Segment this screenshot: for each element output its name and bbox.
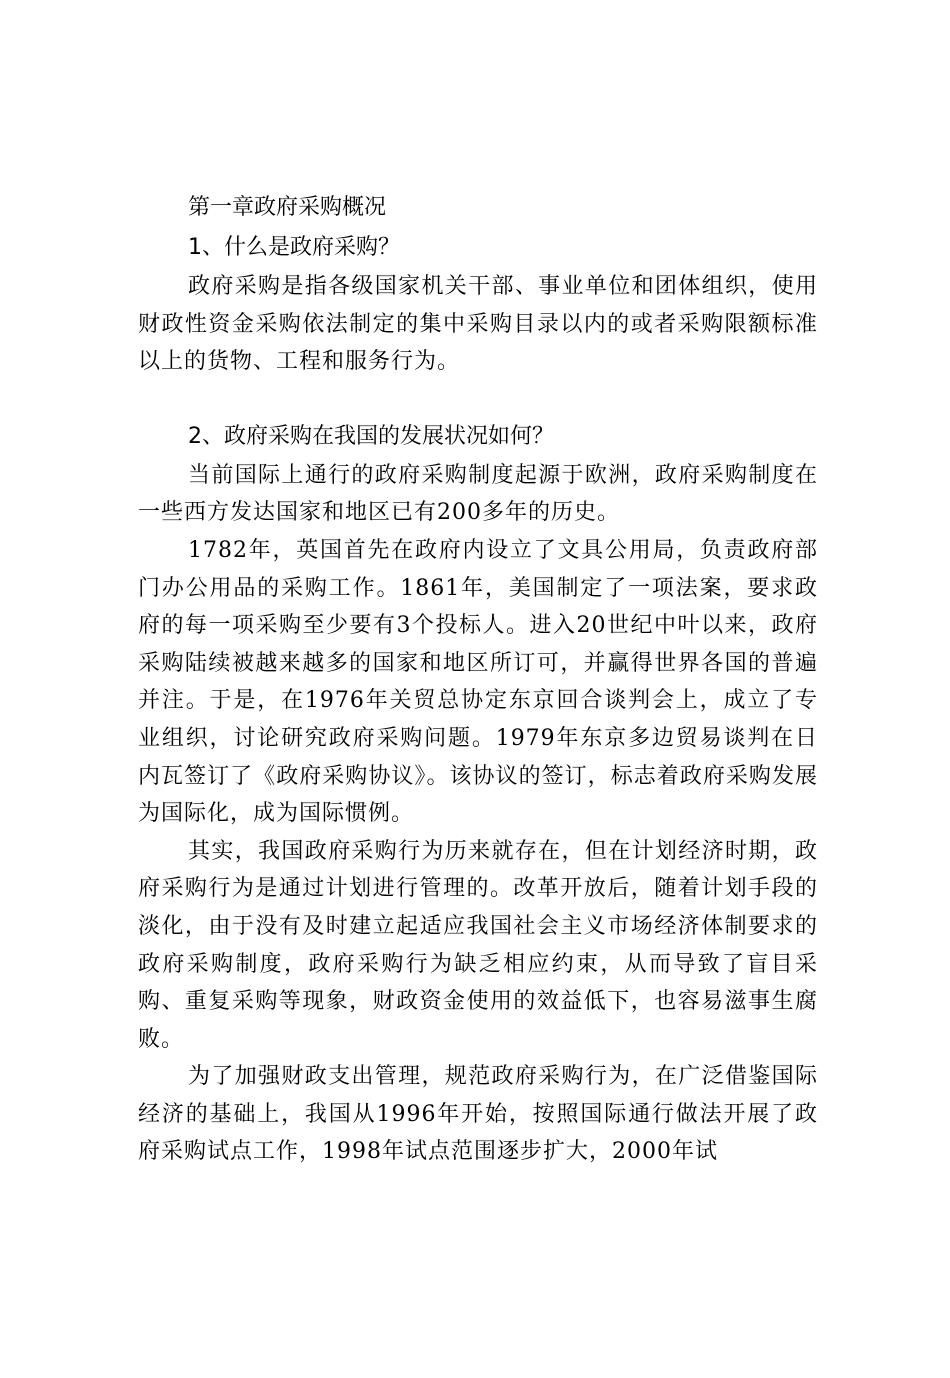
section-spacer xyxy=(138,381,818,417)
document-body xyxy=(138,188,818,1171)
question-2-paragraph-1: 当前国际上通行的政府采购制度起源于欧洲，政府采购制度在一些西方发达国家和地区已有200多年的历史。 xyxy=(138,462,818,526)
question-2-heading: 2、政府采购在我国的发展状况如何？ xyxy=(188,423,554,449)
question-1-heading: 1、什么是政府采购？ xyxy=(188,235,400,260)
question-2-paragraph-3: 其实，我国政府采购行为历来就存在，但在计划经济时期，政府采购行为是通过计划进行管理的。改革开放后，随着计划手段的淡化，由于没有及时建立起适应我国社会主义市场经济体制要求的政府采购制度，政府采购行为缺乏相应约束，从而导致了盲目采购、重复采购等现象，财政资金使用的效益低下，也容易滋事生腐败。 xyxy=(138,838,818,1052)
question-2-paragraph-4: 为了加强财政支出管理，规范政府采购行为，在广泛借鉴国际经济的基础上，我国从1996年开始，按照国际通行做法开展了政府采购试点工作，1998年试点范围逐步扩大，2000年试 xyxy=(138,1064,818,1165)
question-2-paragraph-2: 1782年，英国首先在政府内设立了文具公用局，负责政府部门办公用品的采购工作。1861年，美国制定了一项法案，要求政府的每一项采购至少要有3个投标人。进入20世纪中叶以来，政府采购陆续被越来越多的国家和地区所订可，并赢得世界各国的普遍并注。于是，在1976年关贸总协定东京回合谈判会上，成立了专业组织，讨论研究政府采购问题。1979年东京多边贸易谈判在日内瓦签订了《政府采购协议》。该协议的签订，标志着政府采购发展为国际化，成为国际惯例。 xyxy=(138,537,818,827)
question-1-paragraph: 政府采购是指各级国家机关干部、事业单位和团体组织，使用财政性资金采购依法制定的集中采购目录以内的或者采购限额标准以上的货物、工程和服务行为。 xyxy=(138,274,818,375)
chapter-title: 第一章政府采购概况 xyxy=(188,195,387,220)
